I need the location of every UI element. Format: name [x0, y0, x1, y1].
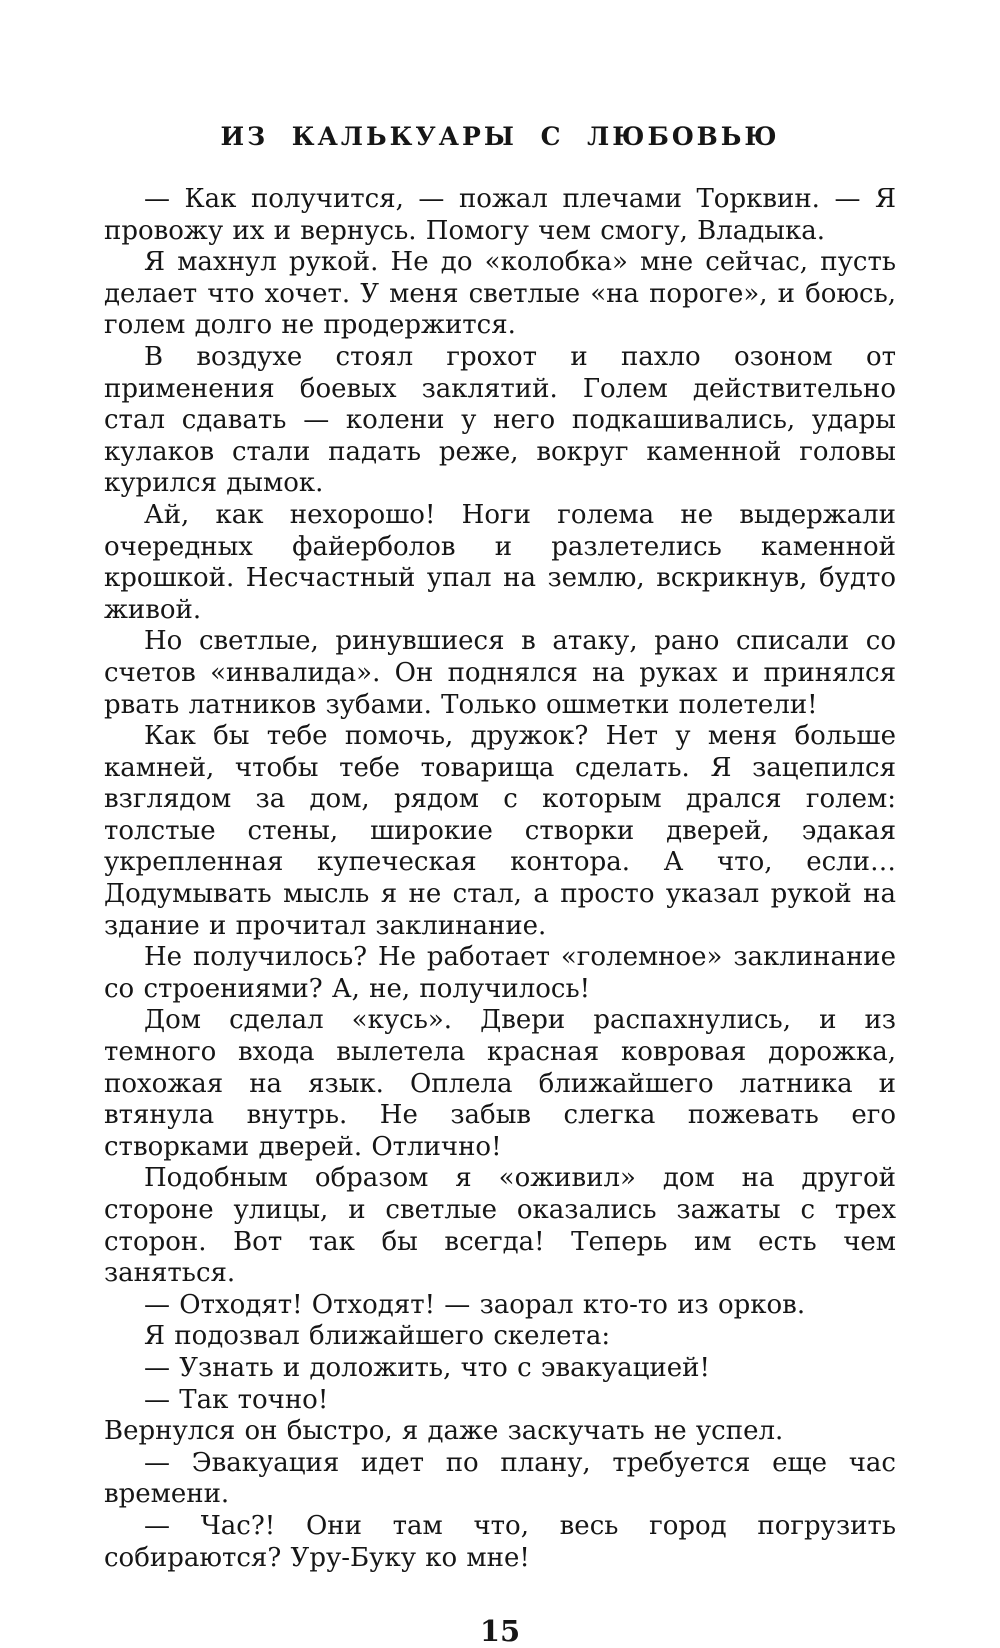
body-text [104, 184, 896, 1574]
paragraph: Вернулся он быстро, я даже заскучать не успел. [104, 1416, 784, 1447]
paragraph: Подобным образом я «оживил» дом на другой стороне улицы, и светлые оказались зажаты с трех сторон. Вот так бы всегда! Теперь им есть чем заняться. [104, 1163, 896, 1289]
paragraph: — Час?! Они там что, весь город погрузить собираются? Уру-Буку ко мне! [104, 1510, 896, 1573]
paragraph: Я махнул рукой. Не до «колобка» мне сейчас, пусть делает что хочет. У меня светлые «на пороге», и боюсь, голем долго не продержится. [104, 247, 896, 341]
paragraph: — Как получится, — пожал плечами Торквин. — Я провожу их и вернусь. Помогу чем смогу, Владыка. [104, 184, 896, 246]
book-page [104, 0, 896, 1648]
paragraph: Я подозвал ближайшего скелета: [144, 1321, 611, 1352]
chapter-running-head: ИЗ КАЛЬКУАРЫ С ЛЮБОВЬЮ [220, 122, 780, 151]
paragraph: Дом сделал «кусь». Двери распахнулись, и из темного входа вылетела красная ковровая дорожка, похожая на язык. Оплела ближайшего латника и втянула внутрь. Не забыв слегка пожевать его створками дверей. Отлично! [104, 1005, 896, 1162]
paragraph: Не получилось? Не работает «големное» заклинание со строениями? А, не, получилось! [104, 942, 896, 1004]
paragraph: — Так точно! [144, 1384, 329, 1415]
paragraph: — Эвакуация идет по плану, требуется еще час времени. [104, 1447, 896, 1510]
page-number: 15 [479, 1614, 521, 1648]
paragraph: Как бы тебе помочь, дружок? Нет у меня больше камней, чтобы тебе товарища сделать. Я зацепился взглядом за дом, рядом с которым дрался голем: толстые стены, широкие створки дверей, эдакая укрепленная купеческая контора. А что, если… Додумывать мысль я не стал, а просто указал рукой на здание и прочитал заклинание. [104, 721, 896, 941]
paragraph: — Узнать и доложить, что с эвакуацией! [144, 1352, 710, 1383]
paragraph: В воздухе стоял грохот и пахло озоном от применения боевых заклятий. Голем действительно стал сдавать — колени у него подкашивались, удары кулаков стали падать реже, вокруг каменной головы курился дымок. [104, 341, 896, 499]
paragraph: — Отходят! Отходят! — заорал кто-то из орков. [144, 1289, 806, 1320]
paragraph: Ай, как нехорошо! Ноги голема не выдержали очередных файерболов и разлетелись каменной крошкой. Несчастный упал на землю, вскрикнув, будто живой. [104, 499, 896, 625]
paragraph: Но светлые, ринувшиеся в атаку, рано списали со счетов «инвалида». Он поднялся на руках и принялся рвать латников зубами. Только ошметки полетели! [104, 626, 896, 720]
